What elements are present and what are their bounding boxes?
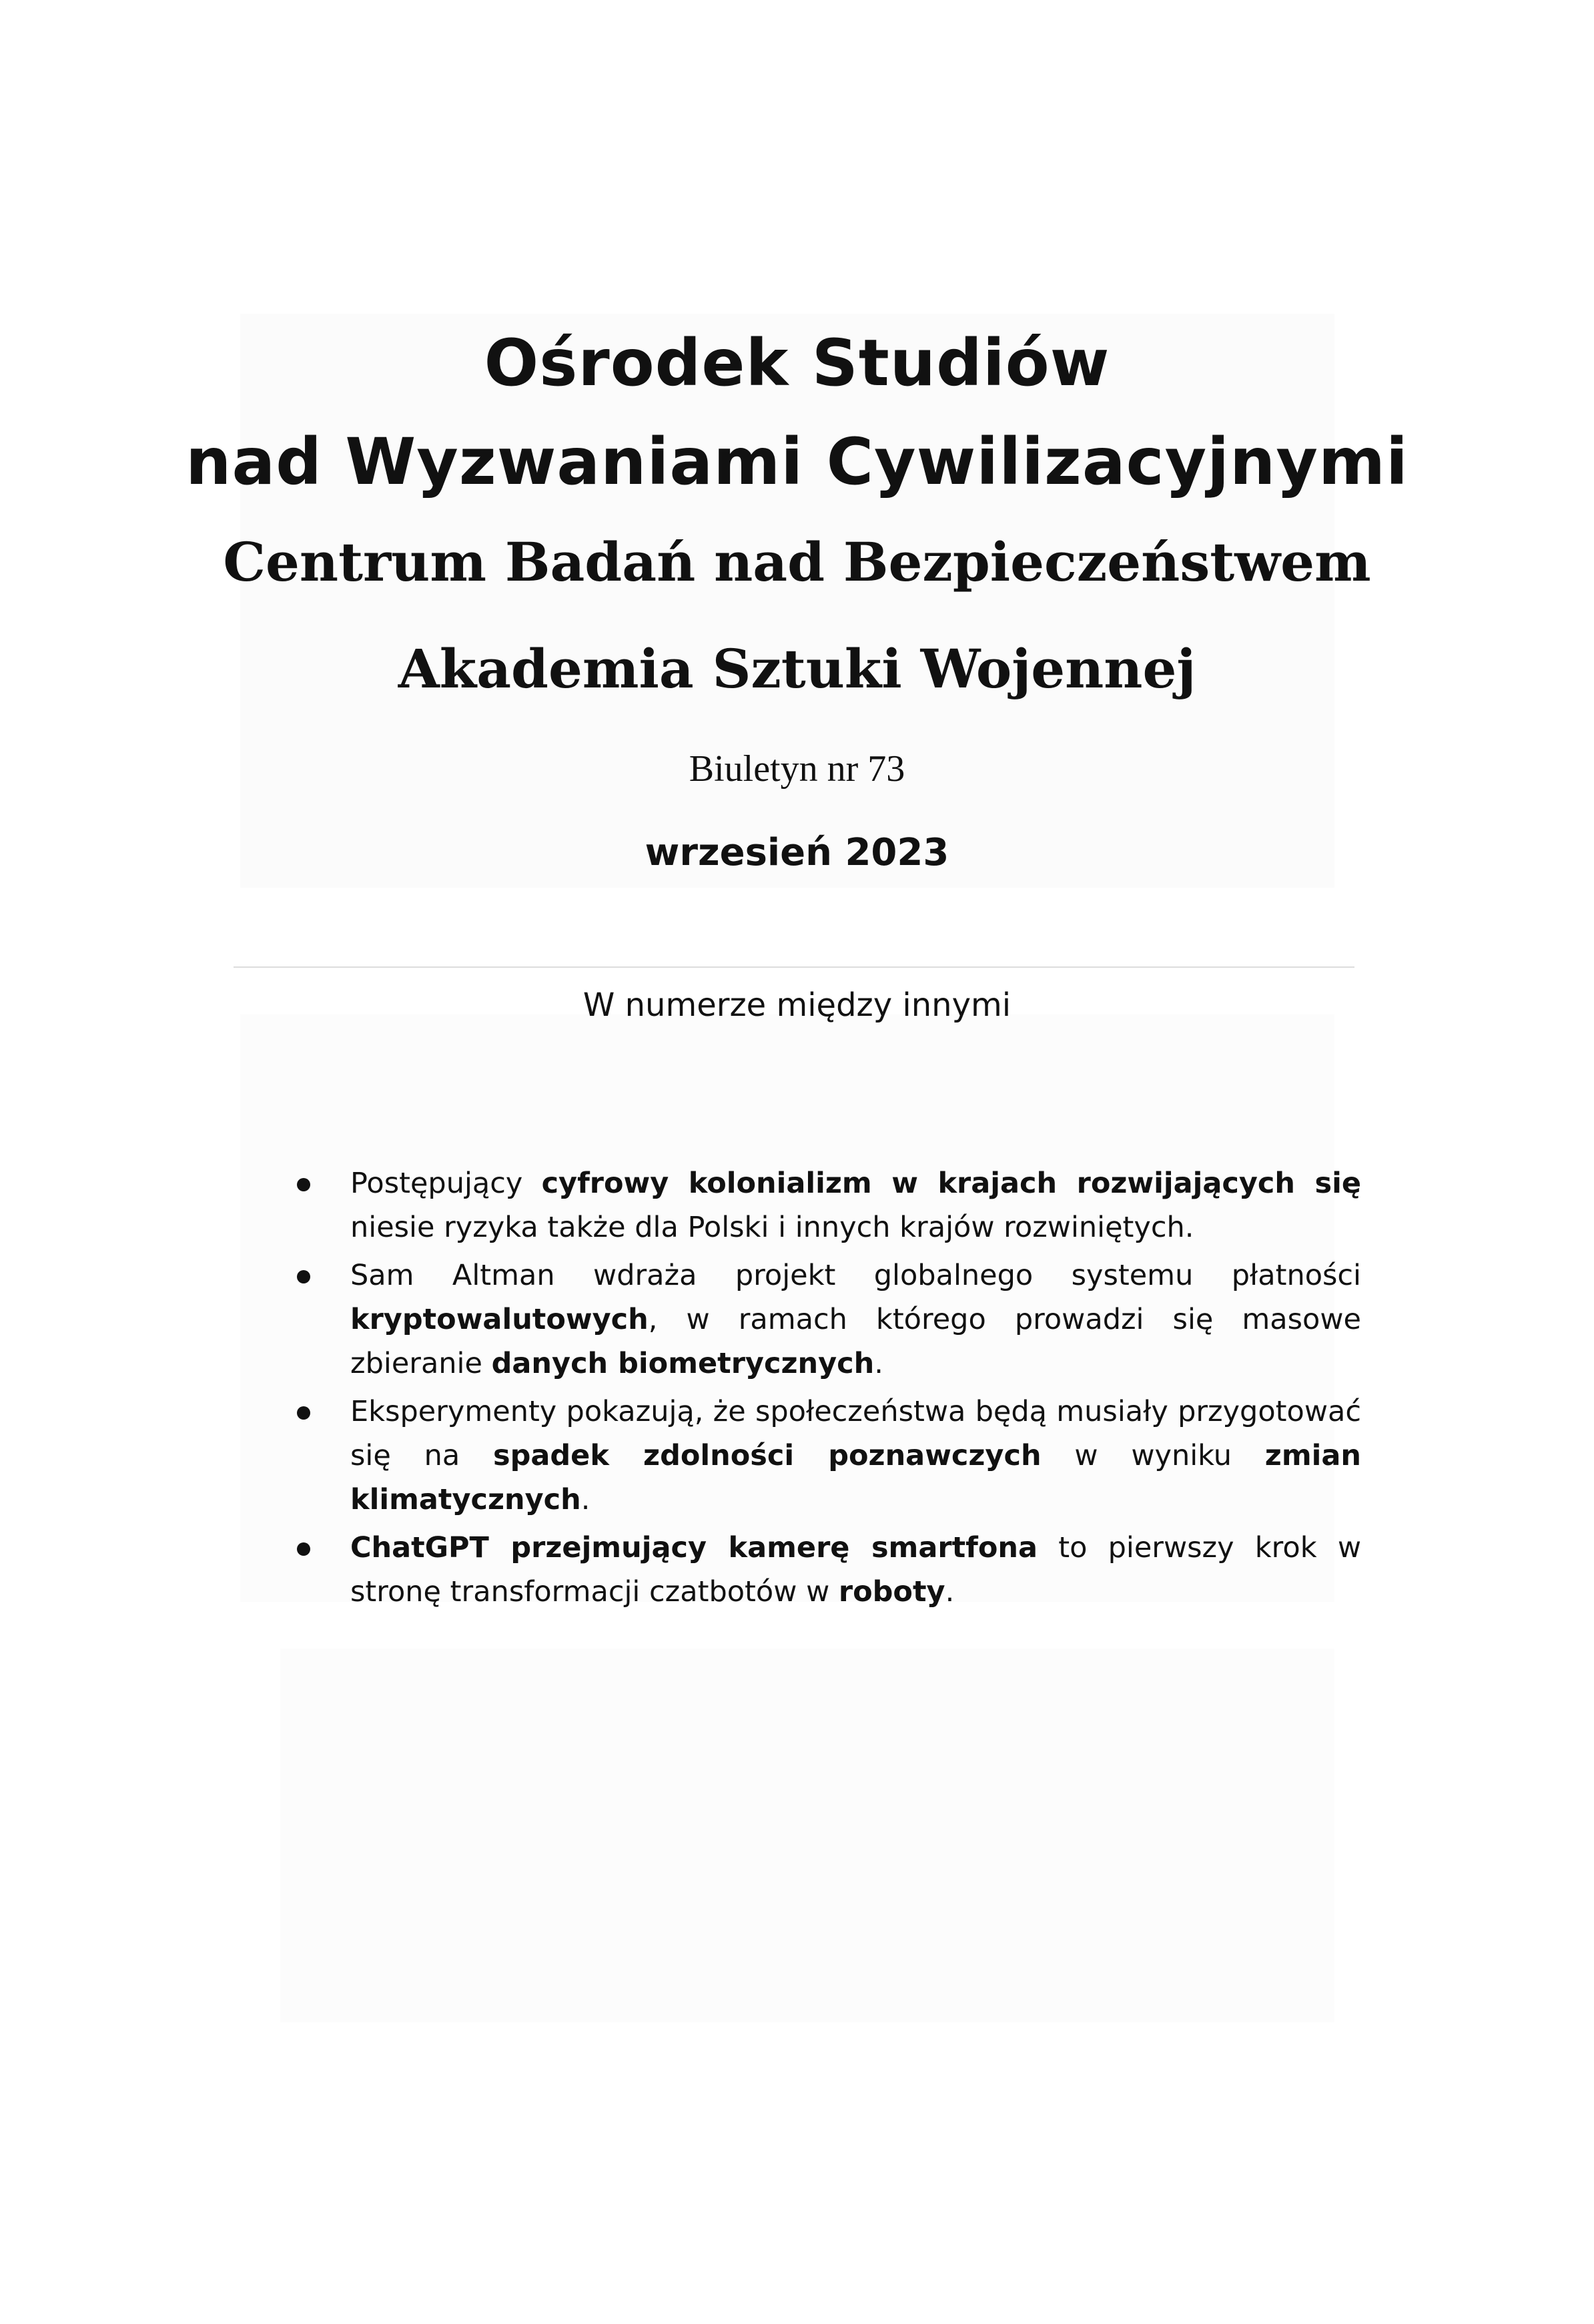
divider-line bbox=[234, 966, 1354, 968]
list-item bbox=[294, 1390, 1361, 1522]
list-item bbox=[294, 1253, 1361, 1386]
text: to pierwszy krok w stronę transformacji czatbotów w bbox=[350, 1531, 1361, 1609]
bold-text: ChatGPT przejmujący kamerę smartfona bbox=[350, 1531, 1038, 1564]
bullet-dot-icon bbox=[297, 1542, 310, 1556]
text: w wyniku bbox=[1041, 1439, 1265, 1472]
bullet-dot-icon bbox=[297, 1270, 310, 1283]
title-line-2: nad Wyzwaniami Cywilizacyjnymi bbox=[185, 424, 1409, 499]
center-name: Centrum Badań nad Bezpieczeństwem bbox=[223, 531, 1371, 593]
bullet-dot-icon bbox=[297, 1406, 310, 1420]
bold-text: spadek zdolności poznawczych bbox=[493, 1439, 1042, 1472]
text: . bbox=[945, 1575, 955, 1609]
bold-text: kryptowalutowych bbox=[350, 1303, 649, 1336]
text: . bbox=[580, 1483, 590, 1516]
text: niesie ryzyka także dla Polski i innych krajów rozwiniętych. bbox=[350, 1211, 1194, 1244]
in-issue-heading: W numerze między innymi bbox=[582, 986, 1012, 1024]
bold-text: zmian klimatycznych bbox=[350, 1439, 1361, 1516]
list-item bbox=[294, 1526, 1361, 1614]
text: Sam Altman wdraża projekt globalnego systemu płatności bbox=[350, 1259, 1361, 1292]
text: . bbox=[874, 1347, 883, 1380]
issue-date: wrzesień 2023 bbox=[645, 831, 949, 874]
bold-text: cyfrowy kolonializm w krajach rozwijających się bbox=[541, 1167, 1361, 1200]
highlights-list bbox=[294, 1161, 1361, 1618]
text: , w ramach którego prowadzi się masowe zbieranie bbox=[350, 1303, 1361, 1380]
academy-name: Akademia Sztuki Wojennej bbox=[398, 637, 1196, 700]
bold-text: roboty bbox=[838, 1575, 945, 1609]
bleed-through-block bbox=[280, 1649, 1334, 2022]
bullet-dot-icon bbox=[297, 1178, 310, 1191]
list-item bbox=[294, 1161, 1361, 1249]
text: Eksperymenty pokazują, że społeczeństwa będą musiały przygotować się na bbox=[350, 1395, 1361, 1472]
title-line-1: Ośrodek Studiów bbox=[484, 326, 1110, 400]
bold-text: danych biometrycznych bbox=[491, 1347, 875, 1380]
text: Postępujący bbox=[350, 1167, 542, 1200]
bulletin-number: Biuletyn nr 73 bbox=[689, 748, 905, 790]
